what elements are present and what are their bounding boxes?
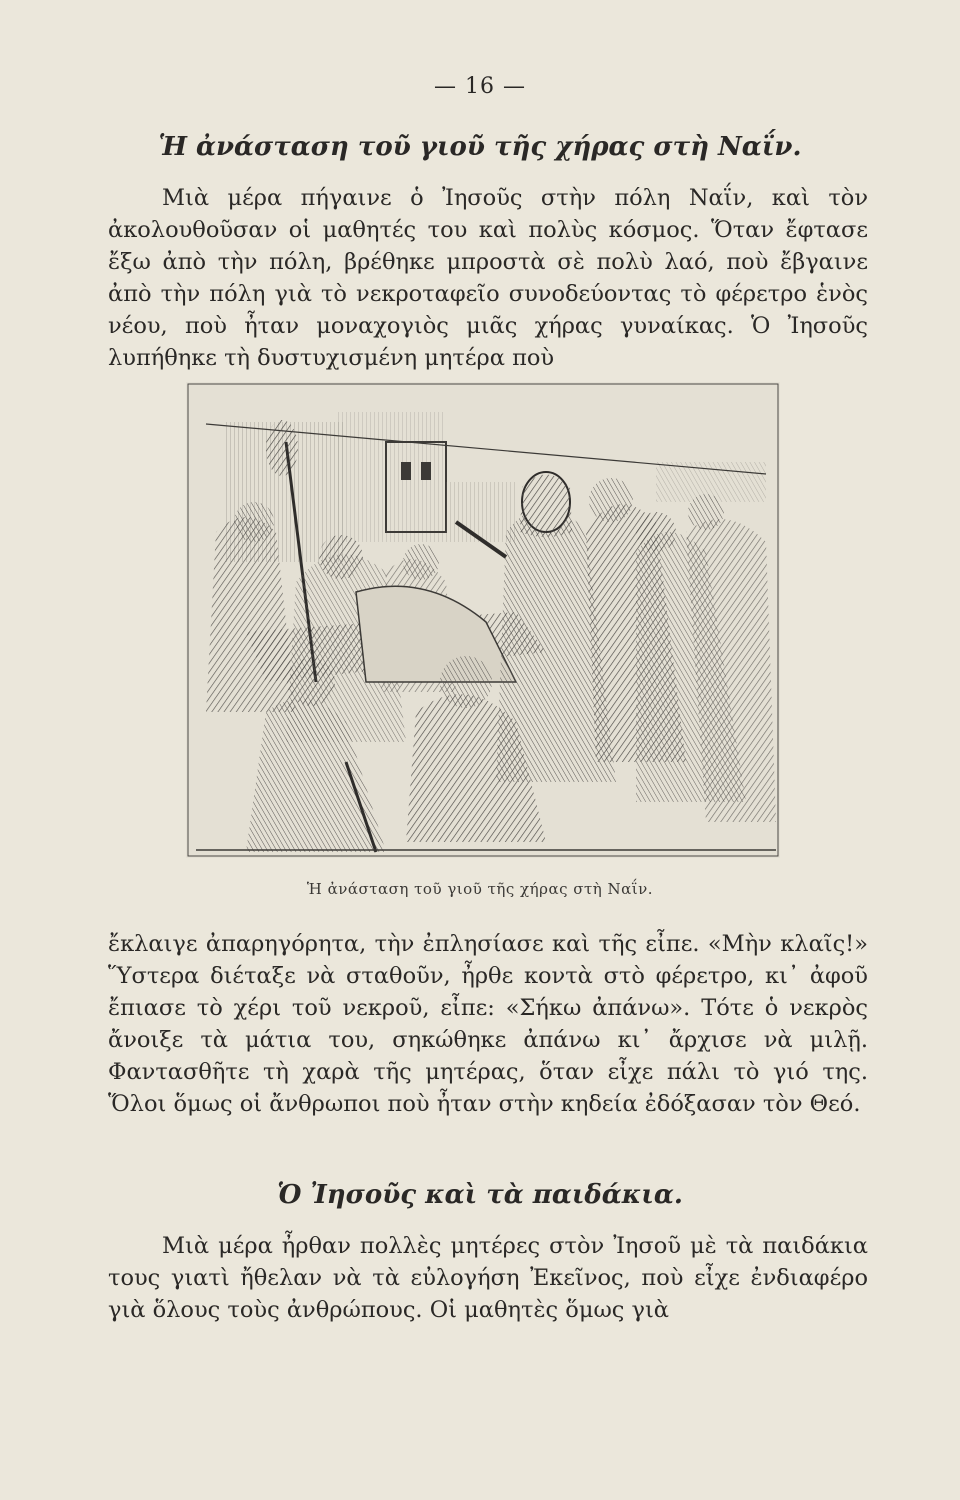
paragraph-children-intro xyxy=(108,1230,868,1326)
section-heading-children: Ὁ Ἰησοῦς καὶ τὰ παιδάκια. xyxy=(277,1180,683,1210)
page-number: — 16 — xyxy=(434,74,526,99)
paragraph-text: Μιὰ μέρα πήγαινε ὁ Ἰησοῦς στὴν πόλη Ναΐν, καὶ τὸν ἀκολουθοῦσαν οἱ μαθητές του καὶ πολὺς κόσμος. Ὅταν ἔφτασε ἔξω ἀπὸ τὴν πόλη, βρέθηκε μπροστὰ σὲ πολὺ λαό, ποὺ ἔβγαινε ἀπὸ τὴν πόλη γιὰ τὸ νεκροταφεῖο συνοδεύοντας τὸ φέρετρο ἑνὸς νέου, ποὺ ἦταν μοναχογιὸς μιᾶς χήρας γυναίκας. Ὁ Ἰησοῦς λυπήθηκε τὴ δυστυχισμένη μητέρα ποὺ xyxy=(108,185,868,371)
paragraph-text: Μιὰ μέρα ἦρθαν πολλὲς μητέρες στὸν Ἰησοῦ μὲ τὰ παιδάκια τους γιατὶ ἤθελαν νὰ τὰ εὐλογήση Ἐκεῖνος, ποὺ εἶχε ἐνδιαφέρο γιὰ ὅλους τοὺς ἀνθρώπους. Οἱ μαθητὲς ὅμως γιὰ xyxy=(108,1233,868,1323)
paragraph-widow-son-intro xyxy=(108,182,868,374)
illustration-caption: Ἡ ἀνάσταση τοῦ γιοῦ τῆς χήρας στὴ Ναΐν. xyxy=(306,880,654,898)
engraving-illustration xyxy=(186,382,780,858)
paragraph-widow-son-continued xyxy=(108,928,868,1120)
paragraph-text: ἔκλαιγε ἀπαρηγόρητα, τὴν ἐπλησίασε καὶ τῆς εἶπε. «Μὴν κλαῖς!» Ὕστερα διέταξε νὰ σταθοῦν, ἦρθε κοντὰ στὸ φέρετρο, κι᾽ ἀφοῦ ἔπιασε τὸ χέρι τοῦ νεκροῦ, εἶπε: «Σήκω ἀπάνω». Τότε ὁ νεκρὸς ἄνοιξε τὰ μάτια του, σηκώθηκε ἀπάνω κι᾽ ἄρχισε νὰ μιλῇ. Φαντασθῆτε τὴ χαρὰ τῆς μητέρας, ὅταν εἶχε πάλι τὸ γιό της. Ὅλοι ὅμως οἱ ἄνθρωποι ποὺ ἦταν στὴν κηδεία ἐδόξασαν τὸν Θεό. xyxy=(108,931,868,1117)
section-heading-widow-son: Ἡ ἀνάσταση τοῦ γιοῦ τῆς χήρας στὴ Ναΐν. xyxy=(158,132,802,162)
